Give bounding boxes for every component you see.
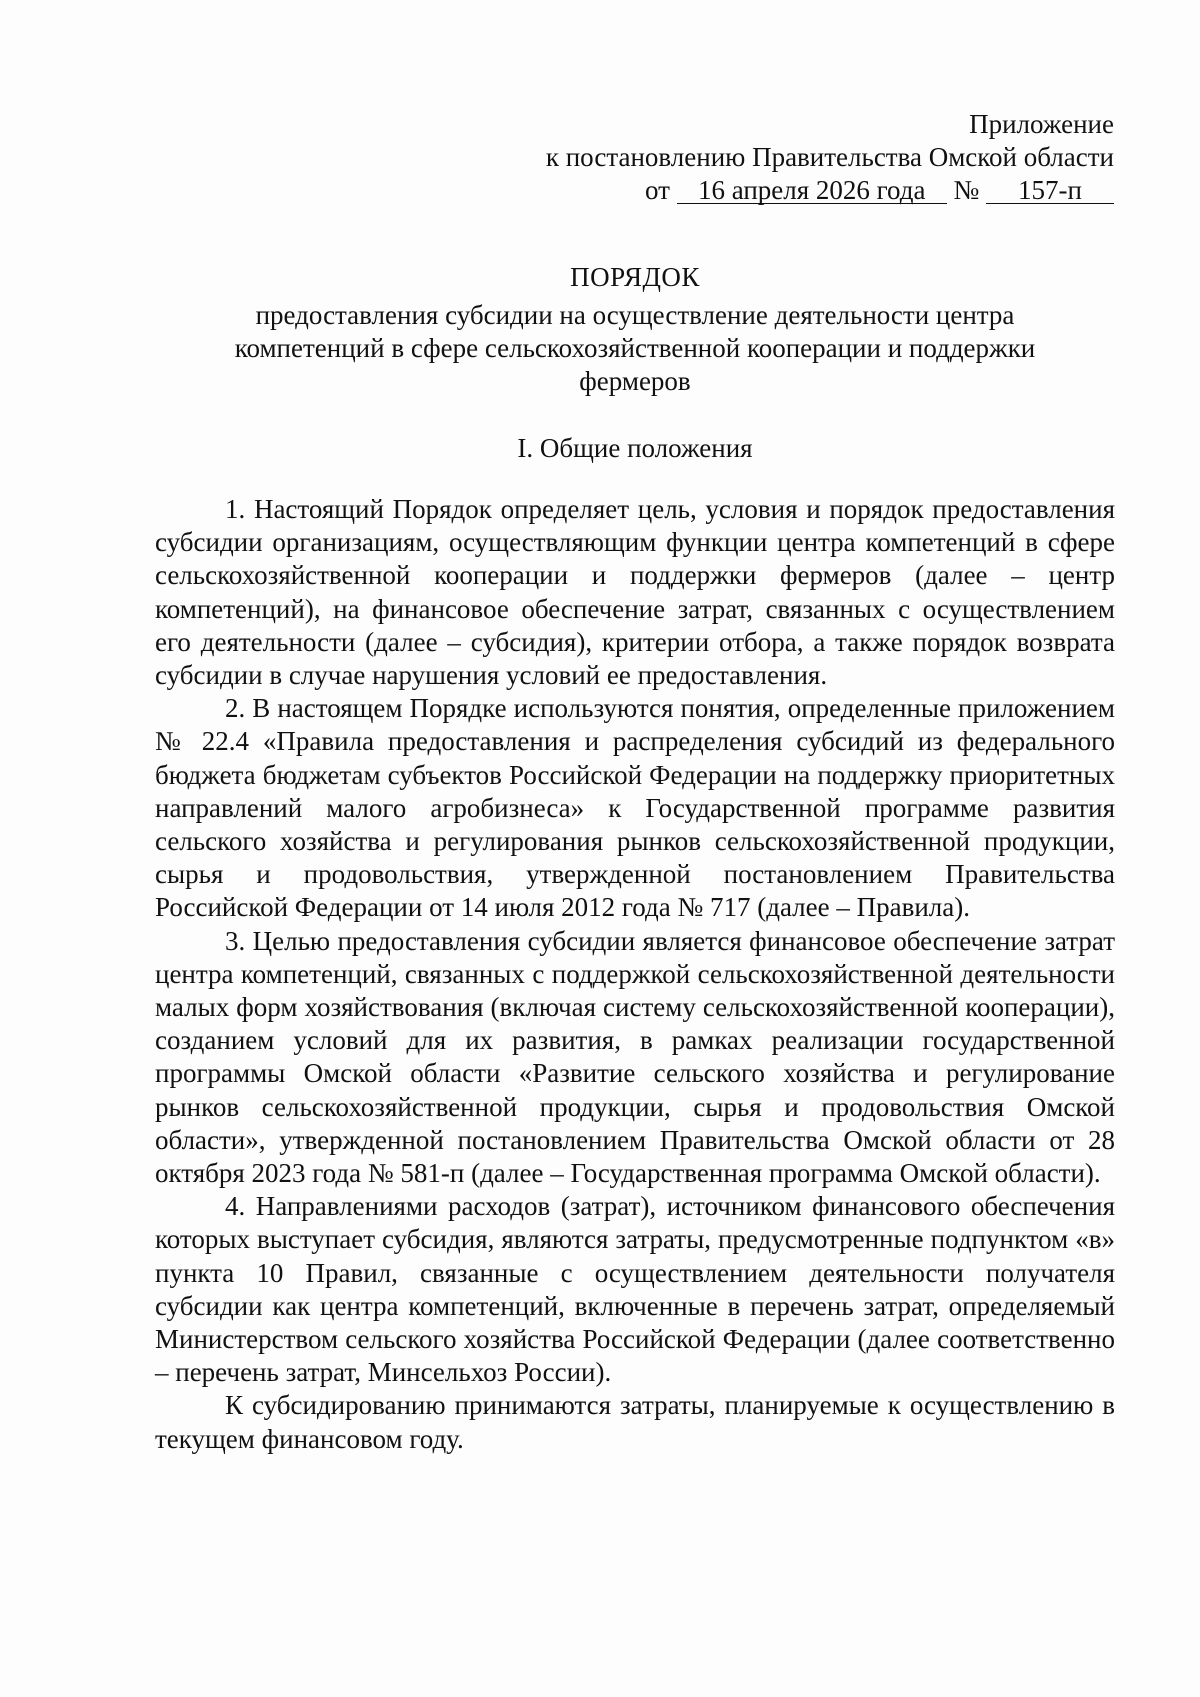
resolution-reference: к постановлению Правительства Омской области xyxy=(545,142,1114,172)
document-body xyxy=(155,493,1115,1456)
paragraph-1: 1. Настоящий Порядок определяет цель, условия и порядок предоставления субсидии организациям, осуществляющим функции центра компетенций в сфере сельскохозяйственной кооперации и поддержки фермеров (далее – центр компетенций), на финансовое обеспечение затрат, связанных с осуществлением его деятельности (далее – субсидия), критерии отбора, а также порядок возврата субсидии в случае нарушения условий ее предоставления. xyxy=(155,494,1115,691)
from-label: от xyxy=(645,175,670,205)
number-label: № xyxy=(953,175,980,205)
appendix-label: Приложение xyxy=(969,109,1114,139)
resolution-date: 16 апреля 2026 года xyxy=(677,177,947,204)
document-subtitle: предоставления субсидии на осуществление деятельности центра компетенций в сфере сельскохозяйственной кооперации и поддержки фермеров xyxy=(234,300,1036,396)
paragraph-2: 2. В настоящем Порядке используются понятия, определенные приложением № 22.4 «Правила предоставления и распределения субсидий из федерального бюджета бюджетам субъектов Российской Федерации на поддержку приоритетных направлений малого агробизнеса» к Государственной программе развития сельского хозяйства и регулирования рынков сельскохозяйственной продукции, сырья и продовольствия, утвержденной постановлением Правительства Российской Федерации от 14 июля 2012 года № 717 (далее – Правила). xyxy=(155,693,1115,923)
section-heading: I. Общие положения xyxy=(517,433,753,463)
appendix-header xyxy=(546,108,1114,207)
document-title: ПОРЯДОК xyxy=(570,262,700,292)
resolution-date-number xyxy=(546,174,1114,207)
paragraph-5: К субсидированию принимаются затраты, планируемые к осуществлению в текущем финансовом году. xyxy=(155,1390,1115,1454)
paragraph-4: 4. Направлениями расходов (затрат), источником финансового обеспечения которых выступает субсидия, являются затраты, предусмотренные подпунктом «в» пункта 10 Правил, связанные с осуществлением деятельности получателя субсидии как центра компетенций, включенные в перечень затрат, определяемый Министерством сельского хозяйства Российской Федерации (далее соответственно – перечень затрат, Минсельхоз России). xyxy=(155,1191,1115,1388)
resolution-number: 157-п xyxy=(986,177,1114,204)
paragraph-3: 3. Целью предоставления субсидии является финансовое обеспечение затрат центра компетенций, связанных с поддержкой сельскохозяйственной деятельности малых форм хозяйствования (включая систему сельскохозяйственной кооперации), созданием условий для их развития, в рамках реализации государственной программы Омской области «Развитие сельского хозяйства и регулирование рынков сельскохозяйственной продукции, сырья и продовольствия Омской области», утвержденной постановлением Правительства Омской области от 28 октября 2023 года № 581-п (далее – Государственная программа Омской области). xyxy=(155,925,1115,1189)
